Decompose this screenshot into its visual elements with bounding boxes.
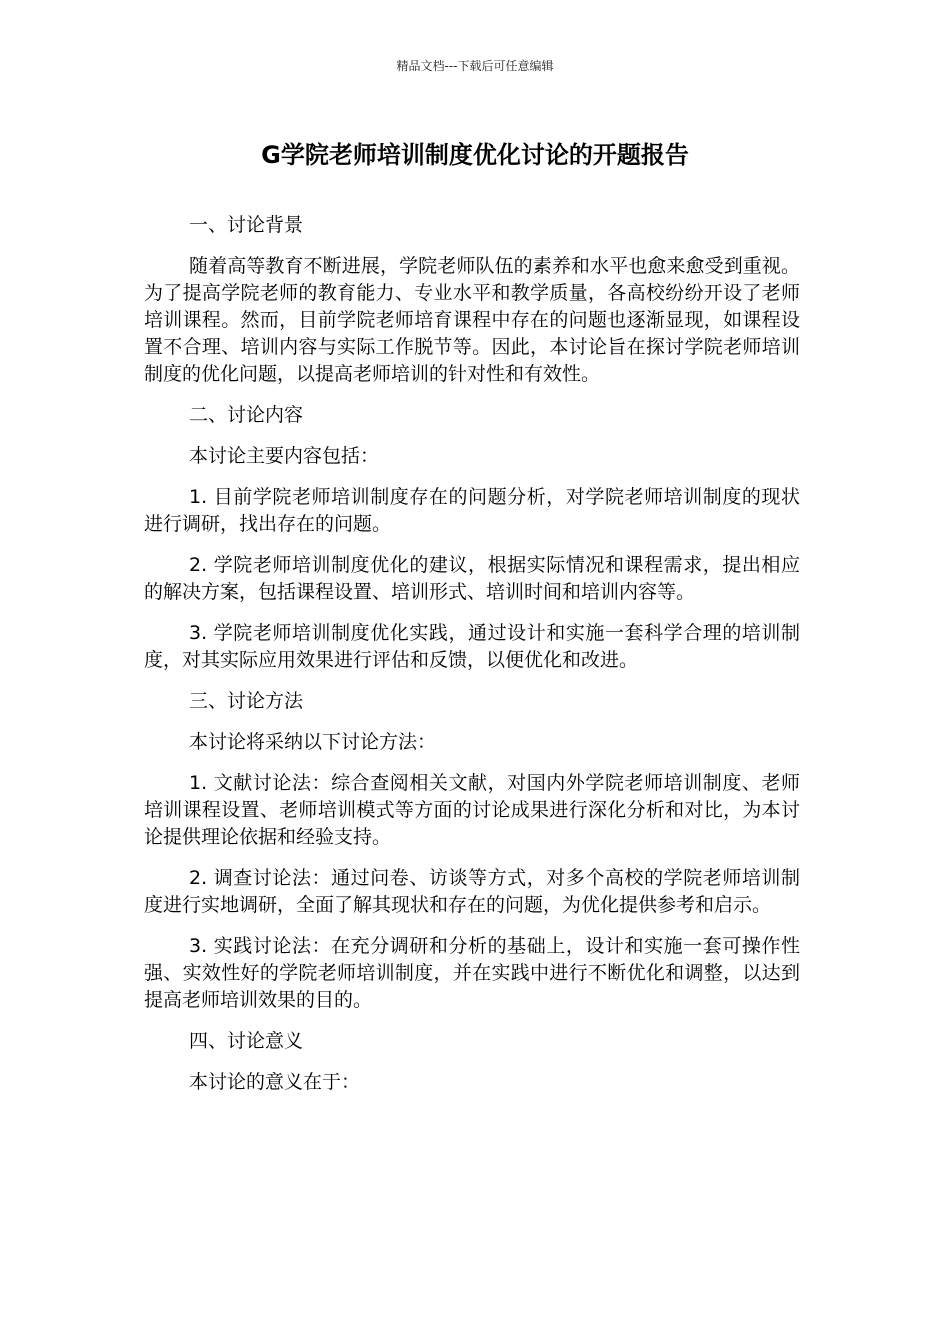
content-item-1: 1. 目前学院老师培训制度存在的问题分析，对学院老师培训制度的现状进行调研，找出存在的问题。 bbox=[144, 486, 800, 535]
document-body bbox=[144, 212, 800, 1110]
section-heading-significance: 四、讨论意义 bbox=[189, 1030, 304, 1052]
content-item-2: 2. 学院老师培训制度优化的建议，根据实际情况和课程需求，提出相应的解决方案，包括课程设置、培训形式、培训时间和培训内容等。 bbox=[144, 554, 800, 603]
page-header: 精品文档---下载后可任意编辑 bbox=[396, 59, 554, 73]
content-intro: 本讨论主要内容包括： bbox=[189, 445, 380, 467]
methods-intro: 本讨论将采纳以下讨论方法： bbox=[189, 731, 437, 753]
document-title: G学院老师培训制度优化讨论的开题报告 bbox=[261, 141, 689, 169]
content-item-3: 3. 学院老师培训制度优化实践，通过设计和实施一套科学合理的培训制度，对其实际应用效果进行评估和反馈，以便优化和改进。 bbox=[144, 622, 800, 671]
background-paragraph: 随着高等教育不断进展，学院老师队伍的素养和水平也愈来愈受到重视。为了提高学院老师的教育能力、专业水平和教学质量，各高校纷纷开设了老师培训课程。然而，目前学院老师培育课程中存在的问题也逐渐显现，如课程设置不合理、培训内容与实际工作脱节等。因此，本讨论旨在探讨学院老师培训制度的优化问题，以提高老师培训的针对性和有效性。 bbox=[144, 255, 800, 385]
section-heading-methods: 三、讨论方法 bbox=[189, 690, 304, 712]
section-heading-content: 二、讨论内容 bbox=[189, 404, 304, 426]
methods-item-3: 3. 实践讨论法：在充分调研和分析的基础上，设计和实施一套可操作性强、实效性好的学院老师培训制度，并在实践中进行不断优化和调整，以达到提高老师培训效果的目的。 bbox=[144, 935, 800, 1011]
methods-item-1: 1. 文献讨论法：综合查阅相关文献，对国内外学院老师培训制度、老师培训课程设置、老师培训模式等方面的讨论成果进行深化分析和对比，为本讨论提供理论依据和经验支持。 bbox=[144, 772, 800, 848]
significance-intro: 本讨论的意义在于： bbox=[189, 1071, 361, 1093]
section-heading-background: 一、讨论背景 bbox=[189, 214, 304, 236]
methods-item-2: 2. 调查讨论法：通过问卷、访谈等方式，对多个高校的学院老师培训制度进行实地调研，全面了解其现状和存在的问题，为优化提供参考和启示。 bbox=[144, 867, 800, 916]
